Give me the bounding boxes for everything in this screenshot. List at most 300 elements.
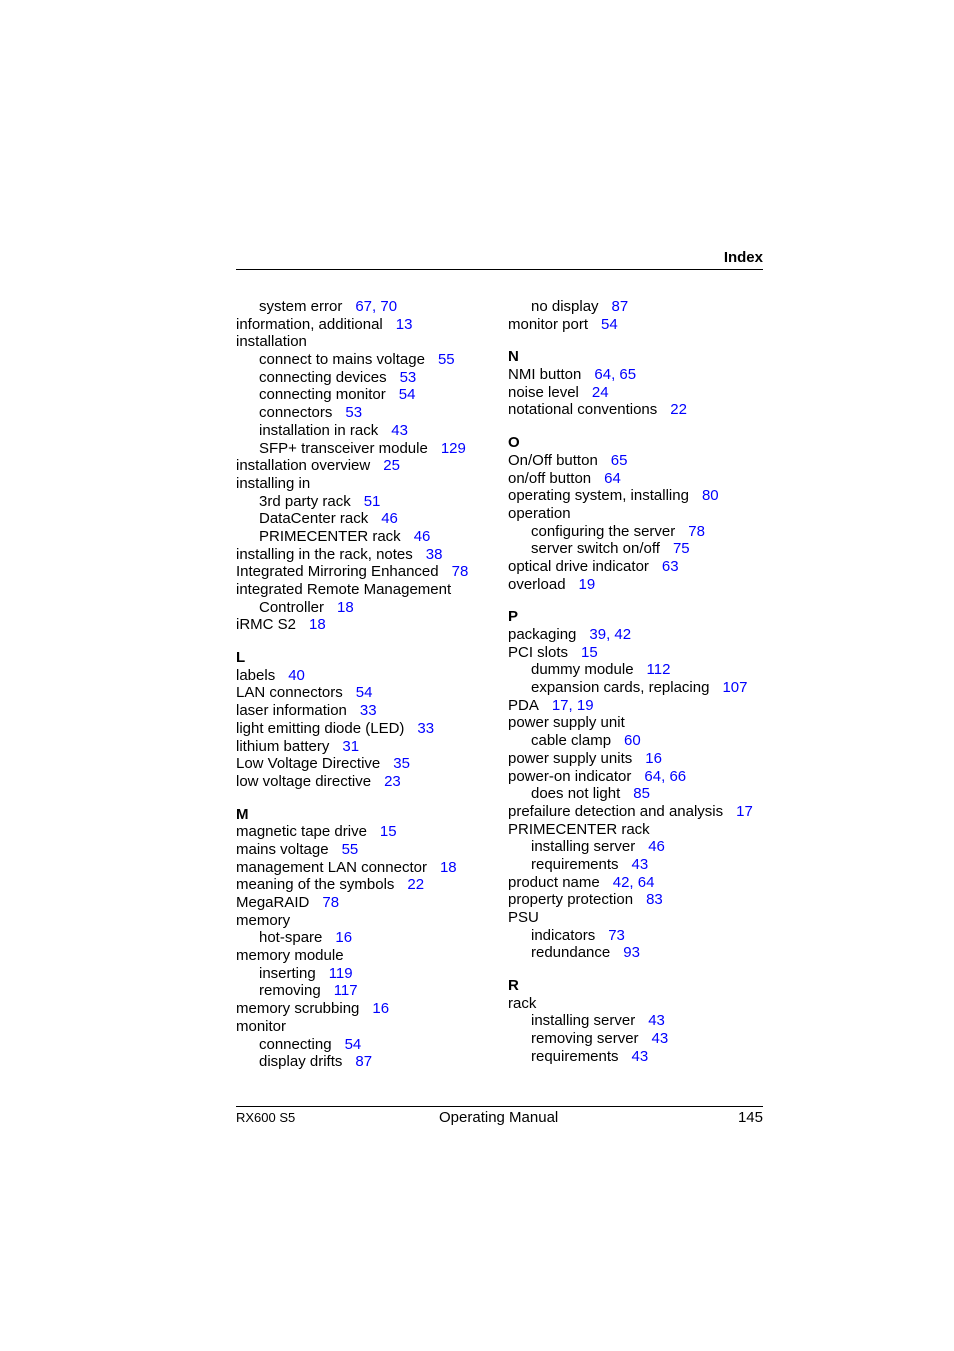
- index-term: laser information: [236, 702, 347, 720]
- page-link[interactable]: 35: [393, 755, 410, 773]
- index-letter-heading: P: [508, 608, 519, 626]
- page-link[interactable]: 24: [591, 383, 609, 401]
- page-link[interactable]: 75: [672, 540, 690, 558]
- page-references: [342, 841, 359, 858]
- page-link[interactable]: 33: [417, 719, 435, 737]
- index-term: PSU: [508, 909, 539, 926]
- page-references: [673, 540, 690, 557]
- index-term: expansion cards, replacing: [531, 679, 710, 697]
- page-link[interactable]: 66: [669, 767, 687, 785]
- index-term: packaging: [508, 626, 577, 643]
- page-link[interactable]: 65: [619, 366, 637, 384]
- page-references: [613, 874, 655, 891]
- index-entry: [236, 563, 506, 581]
- page-link[interactable]: 18: [337, 598, 354, 616]
- page-link[interactable]: 64: [594, 366, 612, 384]
- index-entry: [508, 576, 768, 594]
- page-references: [355, 298, 397, 315]
- index-term: MegaRAID: [236, 894, 310, 911]
- index-entry: [508, 821, 768, 839]
- page-link[interactable]: 83: [646, 891, 663, 909]
- page-link[interactable]: 33: [359, 702, 377, 720]
- index-term: requirements: [531, 855, 619, 873]
- page-references: [383, 457, 400, 474]
- index-term: 3rd party rack: [259, 492, 351, 510]
- index-term: management LAN connector: [236, 858, 427, 876]
- index-entry: [508, 558, 768, 576]
- index-term: installation in rack: [259, 421, 379, 439]
- index-entry: [236, 1018, 506, 1036]
- page-references: [438, 351, 455, 368]
- page-link[interactable]: 38: [425, 545, 443, 563]
- index-entry: [508, 384, 768, 402]
- index-entry: [236, 876, 506, 894]
- page-references: [322, 894, 339, 911]
- page-references: [670, 401, 687, 418]
- index-letter-heading: L: [236, 649, 246, 667]
- index-entry: [508, 505, 768, 523]
- index-entry: [508, 909, 768, 927]
- index-entry: [236, 841, 506, 859]
- index-subentry: [508, 856, 768, 874]
- page-link[interactable]: 54: [601, 315, 618, 333]
- page-link[interactable]: 60: [624, 732, 641, 750]
- index-subentry: [236, 528, 506, 546]
- index-term: memory module: [236, 947, 344, 965]
- index-term: removing: [259, 982, 321, 1000]
- page-references: [644, 768, 686, 785]
- index-entry: [508, 995, 768, 1013]
- index-term: monitor port: [508, 315, 589, 333]
- page-references: [736, 803, 753, 820]
- index-entry: [508, 750, 768, 768]
- index-subentry: [236, 386, 506, 404]
- index-subentry: [508, 1030, 768, 1048]
- index-term: installation: [236, 333, 307, 351]
- index-term: installation overview: [236, 457, 371, 475]
- index-column-right: [508, 298, 768, 1066]
- index-subentry: [508, 732, 768, 750]
- page-references: [380, 823, 397, 840]
- index-entry: [236, 859, 506, 877]
- index-term: dummy module: [531, 661, 634, 679]
- page-link[interactable]: 63: [661, 557, 679, 575]
- page-references: [592, 384, 609, 401]
- index-subentry: [236, 440, 506, 458]
- page-separator: ,: [568, 696, 577, 714]
- index-term: mains voltage: [236, 840, 329, 858]
- page-link[interactable]: 46: [381, 510, 398, 528]
- index-term: Low Voltage Directive: [236, 755, 381, 773]
- index-term: NMI button: [508, 366, 582, 384]
- index-entry: [508, 697, 768, 715]
- index-term: On/Off button: [508, 451, 598, 469]
- index-subentry: [508, 785, 768, 803]
- page-link[interactable]: 54: [398, 386, 416, 404]
- index-term: DataCenter rack: [259, 510, 369, 528]
- index-entry: [236, 720, 506, 738]
- page-references: [722, 679, 747, 696]
- index-term: lithium battery: [236, 737, 330, 755]
- page-link[interactable]: 55: [437, 351, 455, 369]
- page-references: [407, 876, 424, 893]
- page-references: [624, 732, 641, 749]
- page-references: [334, 982, 358, 999]
- page-link[interactable]: 15: [581, 643, 598, 661]
- page-link[interactable]: 16: [335, 929, 353, 947]
- index-term: connecting devices: [259, 368, 387, 386]
- page-references: [688, 523, 705, 540]
- index-entry: [508, 316, 768, 334]
- index-term: requirements: [531, 1047, 619, 1065]
- index-term: operating system, installing: [508, 487, 689, 505]
- page-link[interactable]: 85: [633, 785, 650, 803]
- index-subentry: [236, 1053, 506, 1071]
- index-entry: [236, 1000, 506, 1018]
- page-header-title: Index: [723, 249, 763, 266]
- index-term: installing server: [531, 838, 636, 856]
- index-subentry: [236, 369, 506, 387]
- page-link[interactable]: 70: [380, 298, 398, 315]
- index-entry: [236, 616, 506, 634]
- index-entry: [236, 333, 506, 351]
- page-references: [648, 838, 665, 855]
- index-subentry: [508, 1012, 768, 1030]
- index-term: power supply unit: [508, 714, 625, 732]
- index-term: PRIMECENTER rack: [259, 527, 401, 545]
- page-link[interactable]: 117: [333, 982, 358, 1000]
- index-term: hot-spare: [259, 929, 323, 947]
- page-link[interactable]: 19: [578, 575, 596, 593]
- page-separator: ,: [629, 873, 638, 891]
- page-link[interactable]: 15: [379, 823, 397, 841]
- index-term: rack: [508, 994, 537, 1012]
- page-references: [579, 576, 596, 593]
- index-term: product name: [508, 873, 600, 891]
- page-link[interactable]: 64: [637, 873, 655, 891]
- index-letter-heading: N: [508, 348, 519, 366]
- index-term: connectors: [259, 404, 333, 422]
- page-references: [381, 510, 398, 527]
- footer-manual-title: Operating Manual: [439, 1109, 559, 1126]
- index-entry: [508, 714, 768, 732]
- page-link[interactable]: 54: [344, 1035, 362, 1053]
- index-term: connect to mains voltage: [259, 351, 425, 369]
- page-references: [612, 298, 629, 315]
- page-references: [399, 386, 416, 403]
- index-subentry: [236, 929, 506, 947]
- index-subentry: [236, 982, 506, 1000]
- index-entry: [508, 401, 768, 419]
- index-term: inserting: [259, 964, 316, 982]
- page-references: [581, 644, 598, 661]
- page-link[interactable]: 43: [631, 1047, 649, 1065]
- index-entry: [236, 581, 506, 599]
- index-entry: [236, 755, 506, 773]
- index-entry: [508, 452, 768, 470]
- page-references: [702, 487, 719, 504]
- index-term: SFP+ transceiver module: [259, 439, 428, 457]
- index-entry: [236, 316, 506, 334]
- page-link[interactable]: 19: [576, 696, 594, 714]
- index-term: connecting: [259, 1035, 332, 1053]
- page-references: [646, 891, 663, 908]
- page-references: [552, 697, 594, 714]
- index-entry: [508, 768, 768, 786]
- page-references: [396, 316, 413, 333]
- index-entry: [236, 599, 506, 617]
- page-link[interactable]: 17: [736, 802, 753, 820]
- page-references: [611, 452, 628, 469]
- page-references: [594, 366, 636, 383]
- index-term: power supply units: [508, 749, 633, 767]
- index-entry: [508, 874, 768, 892]
- page-references: [345, 1036, 362, 1053]
- page-references: [335, 929, 352, 946]
- index-entry: [236, 684, 506, 702]
- index-subentry: [236, 298, 506, 316]
- index-term: installing server: [531, 1012, 636, 1030]
- page-link[interactable]: 22: [670, 401, 687, 419]
- index-term: iRMC S2: [236, 616, 297, 634]
- page-references: [400, 369, 417, 386]
- page-link[interactable]: 23: [384, 772, 401, 790]
- page-link[interactable]: 87: [611, 298, 629, 315]
- page-link[interactable]: 22: [407, 876, 425, 894]
- page-references: [440, 859, 457, 876]
- index-term: noise level: [508, 383, 579, 401]
- page-references: [345, 404, 362, 421]
- page-link[interactable]: 80: [701, 487, 719, 505]
- page-link[interactable]: 31: [342, 737, 360, 755]
- index-entry: [508, 803, 768, 821]
- index-term: optical drive indicator: [508, 557, 649, 575]
- index-entry: [236, 823, 506, 841]
- page-references: [648, 1012, 665, 1029]
- page-link[interactable]: 65: [610, 451, 628, 469]
- index-term: property protection: [508, 891, 634, 909]
- page-references: [309, 616, 326, 633]
- index-term: light emitting diode (LED): [236, 719, 405, 737]
- page-references: [364, 493, 381, 510]
- index-term: operation: [508, 504, 571, 522]
- page-link[interactable]: 18: [309, 616, 326, 634]
- page-link[interactable]: 64: [644, 767, 662, 785]
- index-subentry: [236, 493, 506, 511]
- index-subentry: [508, 661, 768, 679]
- index-entry: [236, 947, 506, 965]
- page-references: [337, 599, 354, 616]
- page-link[interactable]: 119: [328, 964, 353, 982]
- page-separator: ,: [611, 366, 620, 384]
- index-term: information, additional: [236, 315, 383, 333]
- page-link[interactable]: 129: [440, 439, 466, 457]
- index-entry: [508, 366, 768, 384]
- page-link[interactable]: 16: [645, 749, 662, 767]
- page-references: [632, 856, 649, 873]
- page-references: [632, 1048, 649, 1065]
- page-link[interactable]: 73: [608, 926, 625, 944]
- index-subentry: [236, 422, 506, 440]
- index-term: PCI slots: [508, 643, 569, 661]
- index-term: configuring the server: [531, 522, 676, 540]
- index-term: installing in the rack, notes: [236, 545, 413, 563]
- page-separator: ,: [606, 626, 615, 643]
- page-link[interactable]: 40: [288, 666, 305, 684]
- page-link[interactable]: 107: [722, 679, 748, 697]
- index-entry: [236, 457, 506, 475]
- page-references: [441, 440, 466, 457]
- page-references: [604, 470, 621, 487]
- index-term: PRIMECENTER rack: [508, 820, 650, 838]
- index-entry: [236, 475, 506, 493]
- page-link[interactable]: 16: [372, 1000, 390, 1018]
- header-rule: [236, 269, 763, 270]
- page-link[interactable]: 54: [355, 684, 373, 702]
- index-subentry: [236, 510, 506, 528]
- index-subentry: [236, 351, 506, 369]
- index-term: server switch on/off: [531, 540, 660, 558]
- page-references: [633, 785, 650, 802]
- index-term: monitor: [236, 1017, 287, 1035]
- index-term: overload: [508, 575, 566, 593]
- index-entry: [236, 546, 506, 564]
- page-references: [652, 1030, 669, 1047]
- page-link[interactable]: 43: [391, 421, 408, 439]
- page-link[interactable]: 78: [322, 894, 340, 911]
- page-references: [601, 316, 618, 333]
- page-link[interactable]: 42: [614, 626, 632, 643]
- page-separator: ,: [661, 767, 670, 785]
- index-term: notational conventions: [508, 401, 658, 419]
- page-references: [360, 702, 377, 719]
- index-term: Controller: [259, 598, 325, 616]
- index-subentry: [236, 404, 506, 422]
- index-term: PDA: [508, 696, 539, 714]
- index-entry: [236, 912, 506, 930]
- index-entry: [508, 891, 768, 909]
- index-term: connecting monitor: [259, 386, 386, 404]
- index-entry: [236, 894, 506, 912]
- page-link[interactable]: 17: [551, 696, 569, 714]
- index-entry: [508, 626, 768, 644]
- page-references: [288, 667, 305, 684]
- page-link[interactable]: 87: [355, 1053, 373, 1071]
- page-references: [645, 750, 662, 767]
- page-references: [426, 546, 443, 563]
- index-entry: [236, 667, 506, 685]
- page-link[interactable]: 25: [383, 457, 400, 475]
- index-term: removing server: [531, 1030, 639, 1048]
- page-references: [662, 558, 679, 575]
- index-term: system error: [259, 298, 343, 315]
- page-link[interactable]: 53: [399, 368, 417, 386]
- index-term: display drifts: [259, 1053, 343, 1071]
- index-term: integrated Remote Management: [236, 581, 452, 598]
- page-link[interactable]: 93: [623, 944, 640, 962]
- index-subentry: [508, 540, 768, 558]
- page-link[interactable]: 55: [341, 840, 359, 858]
- page-link[interactable]: 43: [631, 855, 649, 873]
- page-link[interactable]: 67: [355, 298, 373, 315]
- index-term: no display: [531, 298, 599, 315]
- index-term: low voltage directive: [236, 772, 372, 790]
- index-subentry: [508, 927, 768, 945]
- footer-page-number: 145: [737, 1109, 763, 1126]
- page-references: [393, 755, 410, 772]
- page-link[interactable]: 42: [612, 873, 630, 891]
- page-link[interactable]: 46: [648, 838, 665, 856]
- page-link[interactable]: 13: [395, 315, 413, 333]
- page-references: [329, 965, 353, 982]
- page-references: [623, 944, 640, 961]
- index-term: installing in: [236, 474, 311, 492]
- page-link[interactable]: 46: [413, 527, 431, 545]
- index-entry: [508, 470, 768, 488]
- index-term: labels: [236, 666, 276, 684]
- page-references: [356, 684, 373, 701]
- index-subentry: [236, 1036, 506, 1054]
- index-entry: [236, 738, 506, 756]
- footer-rule: [236, 1106, 763, 1107]
- index-term: LAN connectors: [236, 684, 343, 702]
- page-references: [342, 738, 359, 755]
- index-subentry: [508, 944, 768, 962]
- page-references: [355, 1053, 372, 1070]
- index-term: redundance: [531, 944, 611, 962]
- page-link[interactable]: 78: [688, 522, 705, 540]
- page-references: [452, 563, 469, 580]
- page-references: [384, 773, 401, 790]
- index-term: indicators: [531, 926, 596, 944]
- page-separator: ,: [372, 298, 381, 315]
- page-link[interactable]: 18: [439, 858, 457, 876]
- index-entry: [236, 773, 506, 791]
- page-link[interactable]: 51: [363, 492, 381, 510]
- page-references: [647, 661, 671, 678]
- page-references: [417, 720, 434, 737]
- index-term: on/off button: [508, 469, 592, 487]
- page-link[interactable]: 43: [648, 1012, 665, 1030]
- index-letter-heading: M: [236, 805, 249, 823]
- page-link[interactable]: 53: [345, 404, 363, 422]
- index-term: power-on indicator: [508, 767, 632, 785]
- page-references: [608, 927, 625, 944]
- page-references: [589, 626, 631, 643]
- index-letter-heading: O: [508, 434, 520, 452]
- page-link[interactable]: 112: [646, 661, 671, 679]
- page-references: [414, 528, 431, 545]
- index-entry: [508, 487, 768, 505]
- index-term: does not light: [531, 785, 621, 803]
- index-term: meaning of the symbols: [236, 876, 395, 894]
- page-link[interactable]: 43: [651, 1030, 669, 1048]
- index-subentry: [508, 298, 768, 316]
- index-entry: [508, 644, 768, 662]
- page-link[interactable]: 78: [451, 563, 469, 581]
- index-term: magnetic tape drive: [236, 823, 367, 841]
- index-term: memory scrubbing: [236, 1000, 360, 1018]
- page-link[interactable]: 64: [604, 469, 621, 487]
- index-subentry: [508, 679, 768, 697]
- index-term: cable clamp: [531, 732, 612, 750]
- index-column-left: [236, 298, 506, 1071]
- index-letter-heading: R: [508, 977, 519, 995]
- page-link[interactable]: 39: [589, 626, 607, 643]
- index-term: memory: [236, 911, 291, 929]
- page-references: [372, 1000, 389, 1017]
- page-references: [391, 422, 408, 439]
